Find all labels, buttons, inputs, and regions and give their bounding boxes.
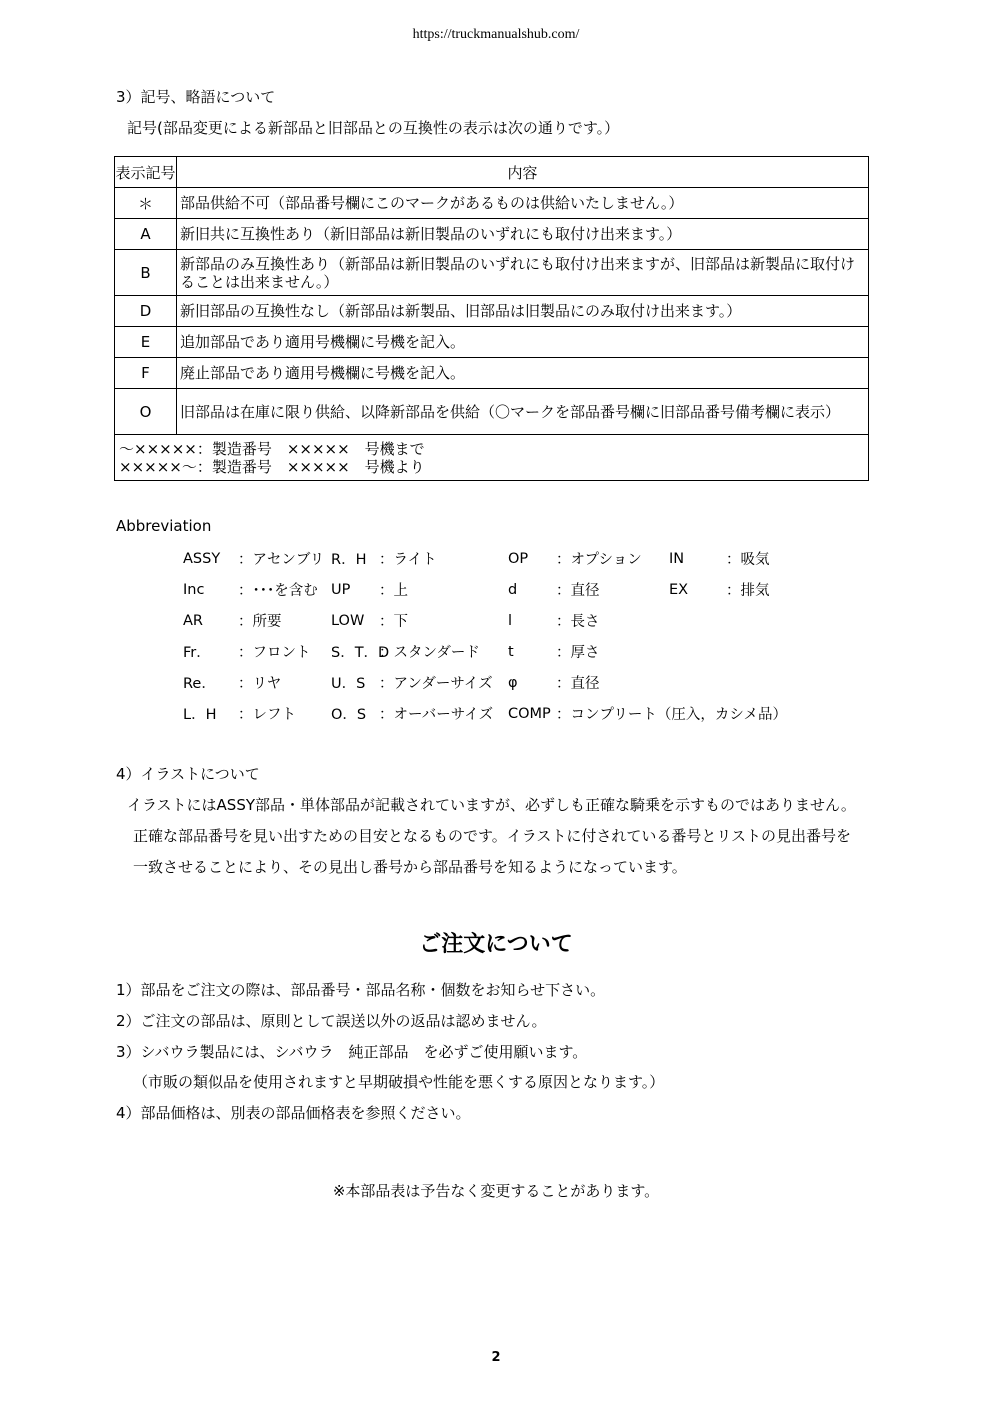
abbr-meaning: ：直径 (556, 676, 600, 692)
abbr-meaning: ：スタンダード (379, 645, 480, 661)
row-desc: 追加部品であり適用号機欄に号機を記入。 (177, 327, 869, 358)
abbr-meaning: ：直径 (556, 583, 600, 599)
abbr-meaning: ：レフト (238, 707, 296, 723)
abbr-meaning: ：所要 (238, 614, 282, 630)
abbr-term: S．T．D (331, 645, 390, 661)
abbr-meaning: ：オーバーサイズ (379, 707, 494, 723)
abbreviation-row (183, 636, 787, 667)
order-item-note: （市販の類似品を使用されますと早期破損や性能を悪くする原因となります。） (133, 1073, 665, 1091)
abbreviation-row (183, 667, 787, 698)
abbr-meaning: ：排気 (726, 583, 770, 599)
abbr-term: t (508, 643, 514, 660)
order-item: 4）部品価格は、別表の部品価格表を参照ください。 (116, 1104, 471, 1122)
abbreviation-list (183, 543, 787, 729)
abbr-term: Inc (183, 581, 205, 598)
row-code: ＊ (115, 188, 177, 219)
header-content: 内容 (177, 157, 869, 188)
table-row (115, 327, 869, 358)
abbr-meaning: ：アセンブリ (238, 552, 325, 568)
table-header-row (115, 157, 869, 188)
section4-title: 4）イラストについて (116, 765, 260, 783)
abbr-term: R．H (331, 552, 367, 568)
table-row (115, 296, 869, 327)
abbr-meaning: ：コンプリート（圧入，カシメ品） (556, 707, 787, 723)
abbr-meaning: ：上 (379, 583, 408, 599)
order-item: 3）シバウラ製品には、シバウラ 純正部品 を必ずご使用願います。 (116, 1043, 588, 1061)
order-item: 2）ご注文の部品は、原則として誤送以外の返品は認めません。 (116, 1012, 547, 1030)
order-heading: ご注文について (419, 932, 573, 957)
table-footer-row (115, 435, 869, 481)
page-number: 2 (491, 1350, 501, 1365)
row-code: O (115, 389, 177, 435)
row-code: A (115, 219, 177, 250)
abbr-term: EX (669, 581, 689, 598)
row-desc: 新旧共に互換性あり（新旧部品は新旧製品のいずれにも取付け出来ます。） (177, 219, 869, 250)
abbreviation-row (183, 605, 787, 636)
abbr-term: ASSY (183, 550, 221, 567)
abbr-term: U．S (331, 676, 366, 692)
abbr-meaning: ：下 (379, 614, 408, 630)
abbr-term: Fr． (183, 645, 211, 661)
abbr-term: Re． (183, 676, 216, 692)
table-row (115, 188, 869, 219)
abbr-meaning: ：吸気 (726, 552, 770, 568)
abbr-meaning: ：リヤ (238, 676, 282, 692)
row-code: F (115, 358, 177, 389)
row-desc: 部品供給不可（部品番号欄にこのマークがあるものは供給いたしません。） (177, 188, 869, 219)
abbr-meaning: ：オプション (556, 552, 642, 568)
abbr-meaning: ：･･･を含む (238, 583, 318, 599)
row-desc: 廃止部品であり適用号機欄に号機を記入。 (177, 358, 869, 389)
section4-line: 正確な部品番号を見い出すための目安となるものです。イラストに付されている番号とリストの見出番号を (133, 827, 852, 845)
table-row (115, 219, 869, 250)
abbr-meaning: ：アンダーサイズ (379, 676, 493, 692)
section4-line: 一致させることにより、その見出し番号から部品番号を知るようになっています。 (133, 858, 687, 876)
abbr-term: IN (669, 550, 685, 567)
section3-title: 3）記号、略語について (116, 88, 276, 106)
abbr-meaning: ：ライト (379, 552, 437, 568)
serial-range-note (115, 435, 869, 481)
row-desc: 新旧部品の互換性なし（新部品は新製品、旧部品は旧製品にのみ取付け出来ます。） (177, 296, 869, 327)
abbr-meaning: ：長さ (556, 614, 600, 630)
abbr-term: COMP (508, 705, 551, 722)
section4-line: イラストにはASSY部品・単体部品が記載されていますが、必ずしも正確な騎乗を示すものではありません。 (127, 796, 856, 814)
abbr-term: L．H (183, 707, 217, 723)
abbr-term: φ (508, 674, 518, 691)
abbreviation-row (183, 574, 787, 605)
row-desc: 新部品のみ互換性あり（新部品は新旧製品のいずれにも取付け出来ますが、旧部品は新製品に取付けることは出来ません。） (177, 250, 869, 296)
abbr-term: LOW (331, 612, 365, 629)
row-code: B (115, 250, 177, 296)
abbr-term: l (508, 612, 513, 629)
table-row (115, 358, 869, 389)
abbreviation-title: Abbreviation (116, 517, 212, 535)
row-code: E (115, 327, 177, 358)
serial-until-line: ～×××××：製造番号 ××××× 号機まで (119, 439, 425, 458)
abbr-term: AR (183, 612, 203, 629)
abbr-term: O．S (331, 707, 367, 723)
abbr-meaning: ：厚さ (556, 645, 600, 661)
abbr-term: UP (331, 581, 351, 598)
header-code: 表示記号 (115, 157, 177, 188)
row-desc: 旧部品は在庫に限り供給、以降新部品を供給（〇マークを部品番号欄に旧部品番号備考欄に表示） (177, 389, 869, 435)
abbr-term: d (508, 581, 518, 598)
abbr-term: OP (508, 550, 529, 567)
abbreviation-row (183, 698, 787, 729)
abbreviation-row (183, 543, 787, 574)
section3-intro: 記号(部品変更による新部品と旧部品との互換性の表示は次の通りです。） (127, 119, 620, 137)
table-row (115, 250, 869, 296)
change-notice: ※本部品表は予告なく変更することがあります。 (332, 1182, 660, 1200)
symbol-table (114, 156, 869, 481)
order-item: 1）部品をご注文の際は、部品番号・部品名称・個数をお知らせ下さい。 (116, 981, 606, 999)
abbr-meaning: ：フロント (238, 645, 311, 661)
serial-from-line: ×××××～：製造番号 ××××× 号機より (119, 457, 425, 476)
row-code: D (115, 296, 177, 327)
table-row (115, 389, 869, 435)
source-url: https://truckmanualshub.com/ (412, 27, 580, 42)
